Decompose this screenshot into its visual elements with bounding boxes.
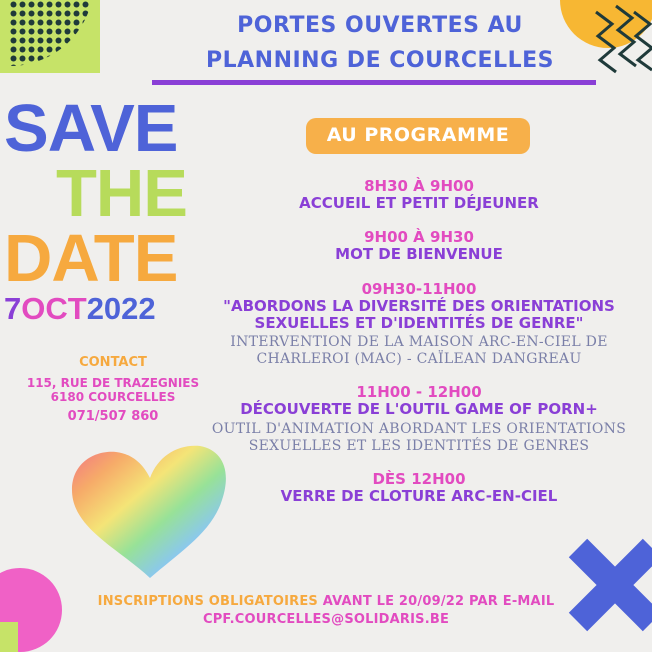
the-word: THE (56, 156, 187, 231)
header-title-line1: PORTES OUVERTES AU (237, 13, 523, 38)
rainbow-heart-shape (72, 446, 226, 578)
header-underline (152, 80, 596, 85)
item4-desc-line1: OUTIL D'ANIMATION ABORDANT LES ORIENTATIONS (211, 421, 627, 437)
item3-time: 09H30-11H00 (361, 280, 477, 298)
item3-title-line2: SEXUELLES ET D'IDENTITÉS DE GENRE" (254, 314, 584, 332)
item4-time: 11H00 - 12H00 (356, 383, 482, 401)
item1-title: ACCUEIL ET PETIT DÉJEUNER (299, 194, 539, 212)
program-heading: AU PROGRAMME (326, 124, 510, 146)
date-month: OCT (21, 291, 87, 326)
item3-desc-line1: INTERVENTION DE LA MAISON ARC-EN-CIEL DE (230, 334, 608, 350)
contact-label: CONTACT (79, 355, 147, 370)
date-year: 2022 (86, 291, 156, 326)
contact-address-line1: 115, RUE DE TRAZEGNIES (26, 376, 200, 390)
header-title-line2: PLANNING DE COURCELLES (206, 48, 554, 73)
item2-time: 9H00 À 9H30 (364, 228, 474, 246)
item2-title: MOT DE BIENVENUE (335, 245, 503, 263)
registration-email[interactable]: CPF.COURCELLES@SOLIDARIS.BE (202, 612, 450, 627)
item3-title-line1: "ABORDONS LA DIVERSITÉ DES ORIENTATIONS (223, 297, 615, 315)
item4-desc-line2: SEXUELLES ET LES IDENTITÉS DE GENRES (248, 438, 590, 454)
contact-phone: 071/507 860 (67, 409, 159, 424)
date-word: DATE (4, 221, 178, 296)
item5-title: VERRE DE CLOTURE ARC-EN-CIEL (280, 487, 558, 505)
registration-rest: AVANT LE 20/09/22 PAR E-MAIL (322, 594, 555, 609)
registration-label: INSCRIPTIONS OBLIGATOIRES (97, 594, 318, 609)
item4-title: DÉCOUVERTE DE L'OUTIL GAME OF PORN+ (240, 400, 598, 418)
event-date (4, 292, 156, 326)
blue-x-shape (578, 548, 652, 622)
registration-line (0, 594, 652, 609)
date-day: 7 (4, 291, 22, 326)
save-word: SAVE (4, 91, 178, 166)
item1-time: 8H30 À 9H00 (364, 177, 474, 195)
item5-time: DÈS 12H00 (372, 470, 466, 488)
item3-desc-line2: CHARLEROI (MAC) - CAÏLEAN DANGREAU (256, 351, 582, 367)
contact-address-line2: 6180 COURCELLES (50, 390, 176, 404)
